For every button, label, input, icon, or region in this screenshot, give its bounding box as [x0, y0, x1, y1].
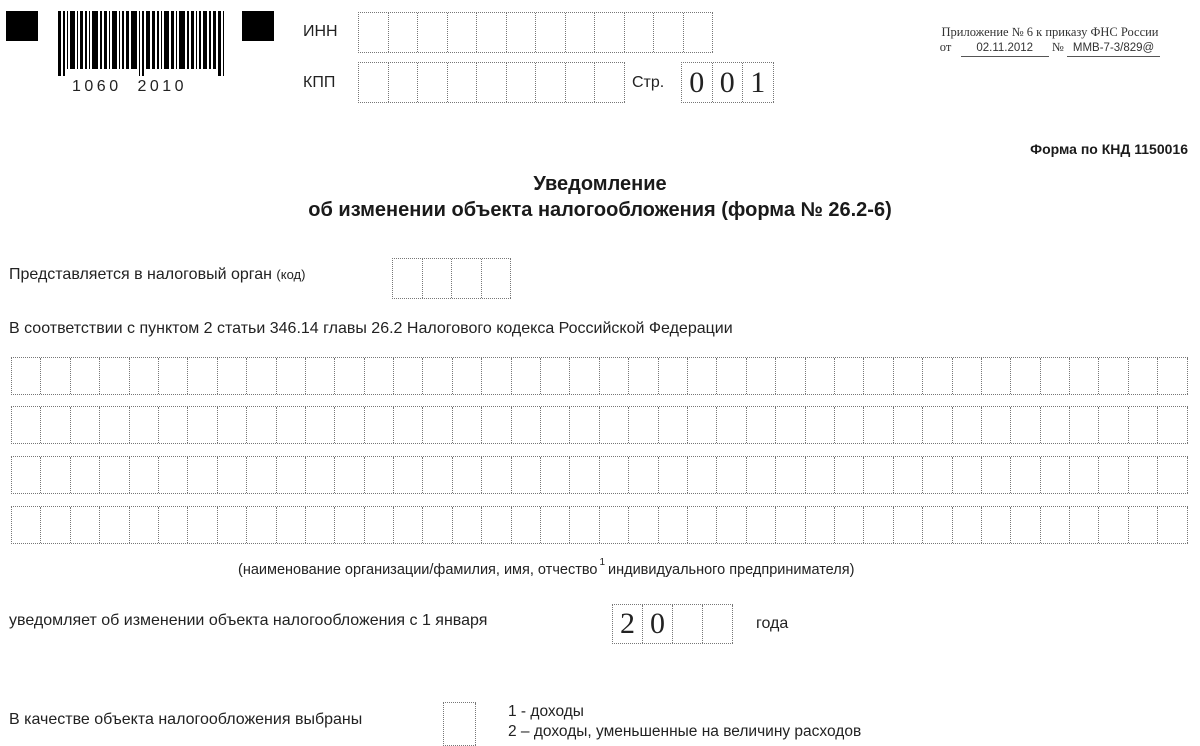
name-grid-cell[interactable] [482, 457, 511, 493]
kpp-cell[interactable] [566, 63, 596, 102]
number-label: № [1051, 40, 1064, 54]
name-grid-cell[interactable] [776, 507, 805, 543]
name-grid-cell[interactable] [1041, 457, 1070, 493]
name-grid-cell[interactable] [71, 407, 100, 443]
name-grid-cell[interactable] [277, 407, 306, 443]
barcode-bar [122, 11, 124, 69]
name-grid-cell[interactable] [659, 358, 688, 394]
appendix-line: Приложение № 6 к приказу ФНС России [941, 25, 1159, 39]
barcode-bar [85, 11, 87, 69]
barcode-bar [157, 11, 159, 69]
kpp-cell[interactable] [418, 63, 448, 102]
name-grid-cell[interactable] [41, 507, 70, 543]
inn-cell[interactable] [389, 13, 419, 52]
kpp-cell[interactable] [359, 63, 389, 102]
footnote-marker: 1 [599, 557, 605, 568]
name-grid-cell[interactable] [806, 457, 835, 493]
name-grid-cell[interactable] [659, 407, 688, 443]
name-grid-cell[interactable] [12, 358, 41, 394]
name-grid-cell[interactable] [923, 407, 952, 443]
name-grid-cell[interactable] [982, 407, 1011, 443]
name-grid-cell[interactable] [423, 457, 452, 493]
name-grid-cell[interactable] [512, 407, 541, 443]
barcode-bar [63, 11, 65, 76]
inn-cell[interactable] [536, 13, 566, 52]
name-grid-cell[interactable] [570, 507, 599, 543]
name-grid-cell[interactable] [747, 507, 776, 543]
tax-office-code-field[interactable] [392, 258, 511, 299]
name-grid-cell[interactable] [1011, 407, 1040, 443]
name-grid-cell[interactable] [1041, 358, 1070, 394]
name-grid-cell[interactable] [541, 507, 570, 543]
name-grid-cell[interactable] [335, 407, 364, 443]
name-grid-cell[interactable] [629, 457, 658, 493]
name-grid-cell[interactable] [188, 407, 217, 443]
name-grid-cell[interactable] [277, 457, 306, 493]
name-grid-cell[interactable] [776, 457, 805, 493]
barcode-bar [58, 11, 61, 76]
inn-cell[interactable] [625, 13, 655, 52]
name-grid-cell[interactable] [71, 457, 100, 493]
barcode-bar [199, 11, 201, 69]
name-grid-cell[interactable] [864, 507, 893, 543]
legal-basis-text: В соответствии с пунктом 2 статьи 346.14 главы 26.2 Налогового кодекса Российской Федерации [9, 320, 733, 337]
name-grid-cell[interactable] [365, 457, 394, 493]
name-grid-cell[interactable] [41, 407, 70, 443]
name-grid-cell[interactable] [1041, 507, 1070, 543]
kpp-cell[interactable] [507, 63, 537, 102]
barcode-bar [196, 11, 198, 69]
inn-cell[interactable] [654, 13, 684, 52]
object-options [508, 702, 861, 742]
barcode-bar [179, 11, 185, 69]
barcode [58, 11, 226, 76]
name-grid-cell[interactable] [512, 507, 541, 543]
name-grid-cell[interactable] [600, 407, 629, 443]
name-grid-cell[interactable] [1158, 358, 1187, 394]
name-grid-cell[interactable] [570, 358, 599, 394]
from-label: от [939, 40, 952, 54]
kpp-cell[interactable] [595, 63, 625, 102]
title-line-1: Уведомление [533, 173, 667, 195]
name-grid-cell[interactable] [717, 358, 746, 394]
name-grid-cell[interactable] [1011, 457, 1040, 493]
name-grid-cell[interactable] [1011, 507, 1040, 543]
year-suffix: года [756, 615, 789, 632]
name-grid-cell[interactable] [306, 358, 335, 394]
barcode-bar [119, 11, 121, 69]
barcode-bar [161, 11, 163, 69]
name-grid-cell[interactable] [159, 407, 188, 443]
order-date: 02.11.2012 [961, 41, 1049, 57]
name-grid-cell[interactable] [41, 457, 70, 493]
name-grid-cell[interactable] [306, 457, 335, 493]
name-grid-cell[interactable] [453, 407, 482, 443]
name-grid-cell[interactable] [41, 358, 70, 394]
barcode-bar [67, 11, 69, 69]
inn-cell[interactable] [418, 13, 448, 52]
name-grid-cell[interactable] [218, 507, 247, 543]
name-grid-cell[interactable] [12, 407, 41, 443]
hint-text: (наименование организации/фамилия, имя, отчество [238, 562, 598, 578]
barcode-bar [77, 11, 79, 69]
barcode-bar [209, 11, 211, 69]
name-grid-cell[interactable] [1070, 358, 1099, 394]
tax-office-code-cell[interactable] [452, 259, 482, 298]
name-grid-cell[interactable] [659, 457, 688, 493]
name-grid-cell[interactable] [688, 507, 717, 543]
name-grid-cell[interactable] [717, 407, 746, 443]
name-grid-cell[interactable] [482, 507, 511, 543]
name-grid-cell[interactable] [218, 358, 247, 394]
tax-office-label-code: (код) [276, 267, 306, 282]
name-grid-cell[interactable] [953, 358, 982, 394]
barcode-bar [112, 11, 117, 69]
name-grid-cell[interactable] [982, 457, 1011, 493]
name-grid-cell[interactable] [600, 358, 629, 394]
barcode-bar [171, 11, 174, 69]
inn-cell[interactable] [595, 13, 625, 52]
name-grid-cell[interactable] [776, 407, 805, 443]
name-grid-cell[interactable] [982, 507, 1011, 543]
name-grid-cell[interactable] [12, 457, 41, 493]
object-choice-field[interactable] [443, 702, 476, 746]
name-grid-cell[interactable] [717, 507, 746, 543]
name-grid-cell[interactable] [688, 358, 717, 394]
name-grid-cell[interactable] [541, 407, 570, 443]
barcode-bar [89, 11, 91, 69]
name-grid-cell[interactable] [659, 507, 688, 543]
name-grid-cell[interactable] [365, 358, 394, 394]
name-grid-cell[interactable] [835, 358, 864, 394]
name-grid-cell[interactable] [894, 457, 923, 493]
name-grid-cell[interactable] [306, 407, 335, 443]
registration-mark-left [6, 11, 38, 41]
name-grid-cell[interactable] [512, 457, 541, 493]
name-grid-cell[interactable] [71, 507, 100, 543]
name-grid-cell[interactable] [541, 358, 570, 394]
name-grid-cell[interactable] [394, 507, 423, 543]
kpp-cell[interactable] [536, 63, 566, 102]
kpp-cell[interactable] [448, 63, 478, 102]
barcode-bar [176, 11, 178, 69]
name-grid-cell[interactable] [953, 457, 982, 493]
name-grid-hint [238, 557, 854, 578]
appendix-reference [905, 25, 1195, 57]
name-grid-cell[interactable] [218, 457, 247, 493]
name-grid-row[interactable] [11, 456, 1188, 494]
barcode-bar [104, 11, 107, 69]
barcode-bar [146, 11, 151, 69]
name-grid-cell[interactable] [864, 457, 893, 493]
object-choice-label: В качестве объекта налогообложения выбраны [9, 711, 363, 728]
year-cell[interactable] [703, 605, 733, 643]
name-grid-cell[interactable] [835, 407, 864, 443]
name-grid-cell[interactable] [982, 358, 1011, 394]
name-grid-cell[interactable] [1070, 457, 1099, 493]
name-grid-cell[interactable] [218, 407, 247, 443]
name-grid-cell[interactable] [247, 507, 276, 543]
barcode-bar [139, 11, 141, 76]
name-grid-cell[interactable] [688, 407, 717, 443]
name-grid-cell[interactable] [1158, 507, 1187, 543]
name-grid-cell[interactable] [923, 457, 952, 493]
tax-office-code-cell[interactable] [482, 259, 512, 298]
page-number-field[interactable] [681, 62, 774, 103]
barcode-bar [100, 11, 102, 69]
name-grid-cell[interactable] [159, 457, 188, 493]
barcode-bar [203, 11, 208, 69]
name-grid-cell[interactable] [306, 507, 335, 543]
name-grid-cell[interactable] [159, 358, 188, 394]
name-grid-cell[interactable] [747, 457, 776, 493]
name-grid-cell[interactable] [806, 407, 835, 443]
name-grid-cell[interactable] [894, 507, 923, 543]
name-grid-cell[interactable] [923, 507, 952, 543]
name-grid-cell[interactable] [335, 457, 364, 493]
name-grid-cell[interactable] [1158, 457, 1187, 493]
year-cell[interactable] [673, 605, 703, 643]
barcode-bar [126, 11, 129, 69]
name-grid-cell[interactable] [541, 457, 570, 493]
kpp-cell[interactable] [389, 63, 419, 102]
inn-cell[interactable] [684, 13, 714, 52]
change-year-field[interactable] [612, 604, 733, 644]
name-grid-cell[interactable] [629, 358, 658, 394]
barcode-bar [223, 11, 225, 76]
order-number: ММВ-7-3/829@ [1067, 41, 1160, 57]
form-title [0, 171, 1200, 223]
name-grid-cell[interactable] [1158, 407, 1187, 443]
name-grid-cell[interactable] [482, 407, 511, 443]
name-grid-cell[interactable] [188, 507, 217, 543]
object-choice-cell[interactable] [444, 703, 476, 745]
name-grid-cell[interactable] [394, 358, 423, 394]
name-grid-cell[interactable] [600, 507, 629, 543]
name-grid-cell[interactable] [100, 358, 129, 394]
tax-office-label-text: Представляется в налоговый орган [9, 266, 272, 283]
barcode-bar [80, 11, 83, 69]
name-grid-cell[interactable] [1011, 358, 1040, 394]
page-number-cell[interactable]: 1 [743, 63, 774, 102]
name-grid-cell[interactable] [747, 407, 776, 443]
name-grid-cell[interactable] [159, 507, 188, 543]
name-grid-cell[interactable] [335, 507, 364, 543]
name-grid-cell[interactable] [1099, 407, 1128, 443]
option-income: 1 - доходы [508, 703, 584, 720]
name-grid-cell[interactable] [130, 407, 159, 443]
tax-office-label [9, 266, 305, 284]
name-grid-cell[interactable] [365, 507, 394, 543]
name-grid-cell[interactable] [1129, 457, 1158, 493]
name-grid-cell[interactable] [570, 457, 599, 493]
name-grid-cell[interactable] [453, 358, 482, 394]
name-grid-cell[interactable] [717, 457, 746, 493]
kpp-cell[interactable] [477, 63, 507, 102]
name-grid-cell[interactable] [570, 407, 599, 443]
appendix-order-line [905, 40, 1195, 57]
name-grid-cell[interactable] [130, 358, 159, 394]
name-grid-cell[interactable] [806, 507, 835, 543]
name-grid-row[interactable] [11, 357, 1188, 395]
inn-cell[interactable] [566, 13, 596, 52]
barcode-bar [218, 11, 221, 76]
form-code: Форма по КНД 1150016 [1030, 141, 1188, 157]
name-grid-cell[interactable] [835, 507, 864, 543]
name-grid-cell[interactable] [100, 457, 129, 493]
name-grid-cell[interactable] [1129, 407, 1158, 443]
name-grid-cell[interactable] [12, 507, 41, 543]
name-grid-row[interactable] [11, 406, 1188, 444]
name-grid-cell[interactable] [277, 507, 306, 543]
barcode-bar [109, 11, 111, 69]
inn-cell[interactable] [507, 13, 537, 52]
name-grid-cell[interactable] [100, 507, 129, 543]
name-grid-cell[interactable] [71, 358, 100, 394]
inn-label: ИНН [303, 23, 338, 40]
name-grid-cell[interactable] [423, 358, 452, 394]
year-cell[interactable]: 2 [613, 605, 643, 643]
hint-text-end: индивидуального предпринимателя) [608, 562, 855, 578]
name-grid-cell[interactable] [335, 358, 364, 394]
name-grid-cell[interactable] [100, 407, 129, 443]
name-grid-cell[interactable] [629, 407, 658, 443]
registration-mark-right [242, 11, 274, 41]
name-grid-cell[interactable] [629, 507, 658, 543]
name-grid-cell[interactable] [688, 457, 717, 493]
name-grid-cell[interactable] [247, 407, 276, 443]
page-number-cell[interactable]: 0 [682, 63, 713, 102]
barcode-number: 1060 2010 [72, 78, 188, 95]
name-grid-cell[interactable] [512, 358, 541, 394]
barcode-bar [191, 11, 194, 69]
inn-field[interactable] [358, 12, 713, 53]
name-grid-cell[interactable] [247, 457, 276, 493]
name-grid-cell[interactable] [130, 457, 159, 493]
barcode-bar [131, 11, 137, 69]
name-grid-cell[interactable] [453, 457, 482, 493]
name-grid-cell[interactable] [130, 507, 159, 543]
name-grid-cell[interactable] [423, 507, 452, 543]
name-grid-cell[interactable] [835, 457, 864, 493]
name-grid-cell[interactable] [1129, 507, 1158, 543]
name-grid-cell[interactable] [188, 457, 217, 493]
name-grid-cell[interactable] [600, 457, 629, 493]
name-grid-cell[interactable] [1041, 407, 1070, 443]
name-grid-cell[interactable] [806, 358, 835, 394]
barcode-bar [187, 11, 189, 69]
barcode-bar [213, 11, 216, 69]
name-grid-cell[interactable] [747, 358, 776, 394]
name-grid-cell[interactable] [923, 358, 952, 394]
name-grid-cell[interactable] [864, 358, 893, 394]
barcode-bar [152, 11, 155, 69]
inn-cell[interactable] [477, 13, 507, 52]
name-grid-cell[interactable] [1099, 507, 1128, 543]
kpp-label: КПП [303, 74, 336, 91]
name-grid-cell[interactable] [1070, 507, 1099, 543]
name-grid-cell[interactable] [1129, 358, 1158, 394]
name-grid-cell[interactable] [953, 507, 982, 543]
inn-cell[interactable] [448, 13, 478, 52]
name-grid-cell[interactable] [423, 407, 452, 443]
tax-office-code-cell[interactable] [423, 259, 453, 298]
name-grid-cell[interactable] [953, 407, 982, 443]
name-grid-cell[interactable] [864, 407, 893, 443]
name-grid-cell[interactable] [247, 358, 276, 394]
barcode-bar [70, 11, 75, 69]
name-grid-cell[interactable] [365, 407, 394, 443]
kpp-field[interactable] [358, 62, 625, 103]
name-grid-cell[interactable] [1070, 407, 1099, 443]
name-grid-cell[interactable] [277, 358, 306, 394]
option-income-minus-expenses: 2 – доходы, уменьшенные на величину расходов [508, 723, 862, 740]
name-grid-cell[interactable] [894, 407, 923, 443]
barcode-bar [92, 11, 98, 69]
name-grid-cell[interactable] [394, 407, 423, 443]
name-grid-cell[interactable] [453, 507, 482, 543]
inn-cell[interactable] [359, 13, 389, 52]
name-grid-cell[interactable] [1099, 457, 1128, 493]
year-cell[interactable]: 0 [643, 605, 673, 643]
barcode-bar [142, 11, 144, 76]
name-grid-cell[interactable] [1099, 358, 1128, 394]
title-line-2: об изменении объекта налогообложения (форма № 26.2-6) [308, 199, 892, 221]
name-grid-cell[interactable] [188, 358, 217, 394]
barcode-bar [164, 11, 169, 69]
name-grid-cell[interactable] [394, 457, 423, 493]
name-grid-cell[interactable] [894, 358, 923, 394]
name-grid-row[interactable] [11, 506, 1188, 544]
change-year-label: уведомляет об изменении объекта налогообложения с 1 января [9, 612, 488, 629]
page-number-cell[interactable]: 0 [713, 63, 744, 102]
tax-office-code-cell[interactable] [393, 259, 423, 298]
name-grid-cell[interactable] [776, 358, 805, 394]
name-grid-cell[interactable] [482, 358, 511, 394]
page-label: Стр. [632, 74, 665, 91]
